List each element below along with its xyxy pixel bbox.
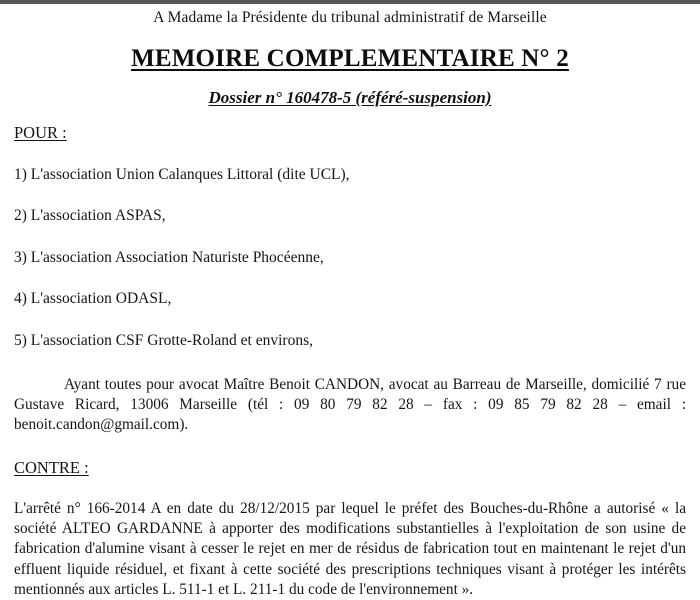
list-item: 4) L'association ODASL,	[14, 290, 172, 308]
list-item: 1) L'association Union Calanques Littoral (dite UCL),	[14, 165, 350, 183]
document-subtitle-text: Dossier n° 160478-5 (référé-suspension)	[208, 87, 492, 107]
section-heading-pour-text: POUR :	[14, 122, 67, 142]
advocate-paragraph: Ayant toutes pour avocat Maître Benoit CANDON, avocat au Barreau de Marseille, domicilié 7 rue Gustave Ricard, 13006 Marseille (tél : 09 80 79 82 28 – fax : 09 85 79 82 28 – email : benoit.candon@gmail.com).	[14, 375, 686, 434]
section-heading-contre-text: CONTRE :	[14, 457, 89, 477]
section-heading-pour	[14, 123, 686, 143]
party-list	[14, 166, 686, 351]
document-addressee: A Madame la Présidente du tribunal administratif de Marseille	[153, 9, 547, 26]
list-item: 5) L'association CSF Grotte-Roland et environs,	[14, 331, 313, 349]
list-item: 2) L'association ASPAS,	[14, 207, 166, 225]
document-page	[0, 4, 700, 598]
document-title	[14, 45, 686, 73]
list-item: 3) L'association Association Naturiste Phocéenne,	[14, 248, 324, 266]
object-paragraph: L'arrêté n° 166-2014 A en date du 28/12/2015 par lequel le préfet des Bouches-du-Rhône a autorisé « la société ALTEO GARDANNE à apporter des modifications substantielles à l'exploitation de son usine de fabrication d'alumine visant à cesser le rejet en mer de résidus de fabrication tout en maintenant le rejet d'un effluent liquide résiduel, et fixant à cette société des prescriptions techniques visant à protéger les intérêts mentionnés aux articles L. 511-1 et L. 211-1 du code de l'environnement ».	[14, 499, 686, 598]
section-heading-contre	[14, 458, 686, 478]
document-title-text: MEMOIRE COMPLEMENTAIRE N° 2	[131, 44, 569, 72]
document-subtitle	[14, 88, 686, 108]
